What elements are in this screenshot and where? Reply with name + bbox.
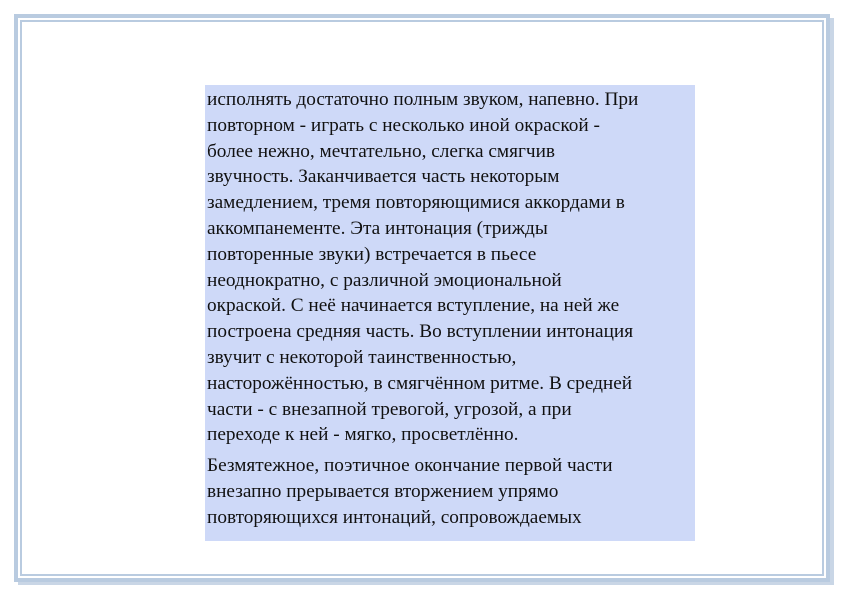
frame-shadow-right <box>830 18 834 584</box>
paragraph-2: Безмятежное, поэтичное окончание первой части внезапно прерывается вторжением упрямо повторяющихся интонаций, сопровождаемых <box>207 455 613 528</box>
paragraph-1: исполнять достаточно полным звуком, напевно. При повторном - играть с несколько иной окраской - более нежно, мечтательно, слегка смягчив звучность. Заканчивается часть некоторым замедлением, тремя повторяющимися аккордами в аккомпанементе. Эта интонация (трижды повторенные звуки) встречается в пьесе неоднократно, с различной эмоциональной окраской. С неё начинается вступление, на ней же построена средняя часть. Во вступлении интонация звучит с некоторой таинственностью, насторожённостью, в смягчённом ритме. В средней части - с внезапной тревогой, угрозой, а при переходе к ней - мягко, просветлённо. <box>207 89 639 446</box>
highlighted-text-block <box>205 85 695 541</box>
frame-shadow-bottom <box>18 582 834 585</box>
